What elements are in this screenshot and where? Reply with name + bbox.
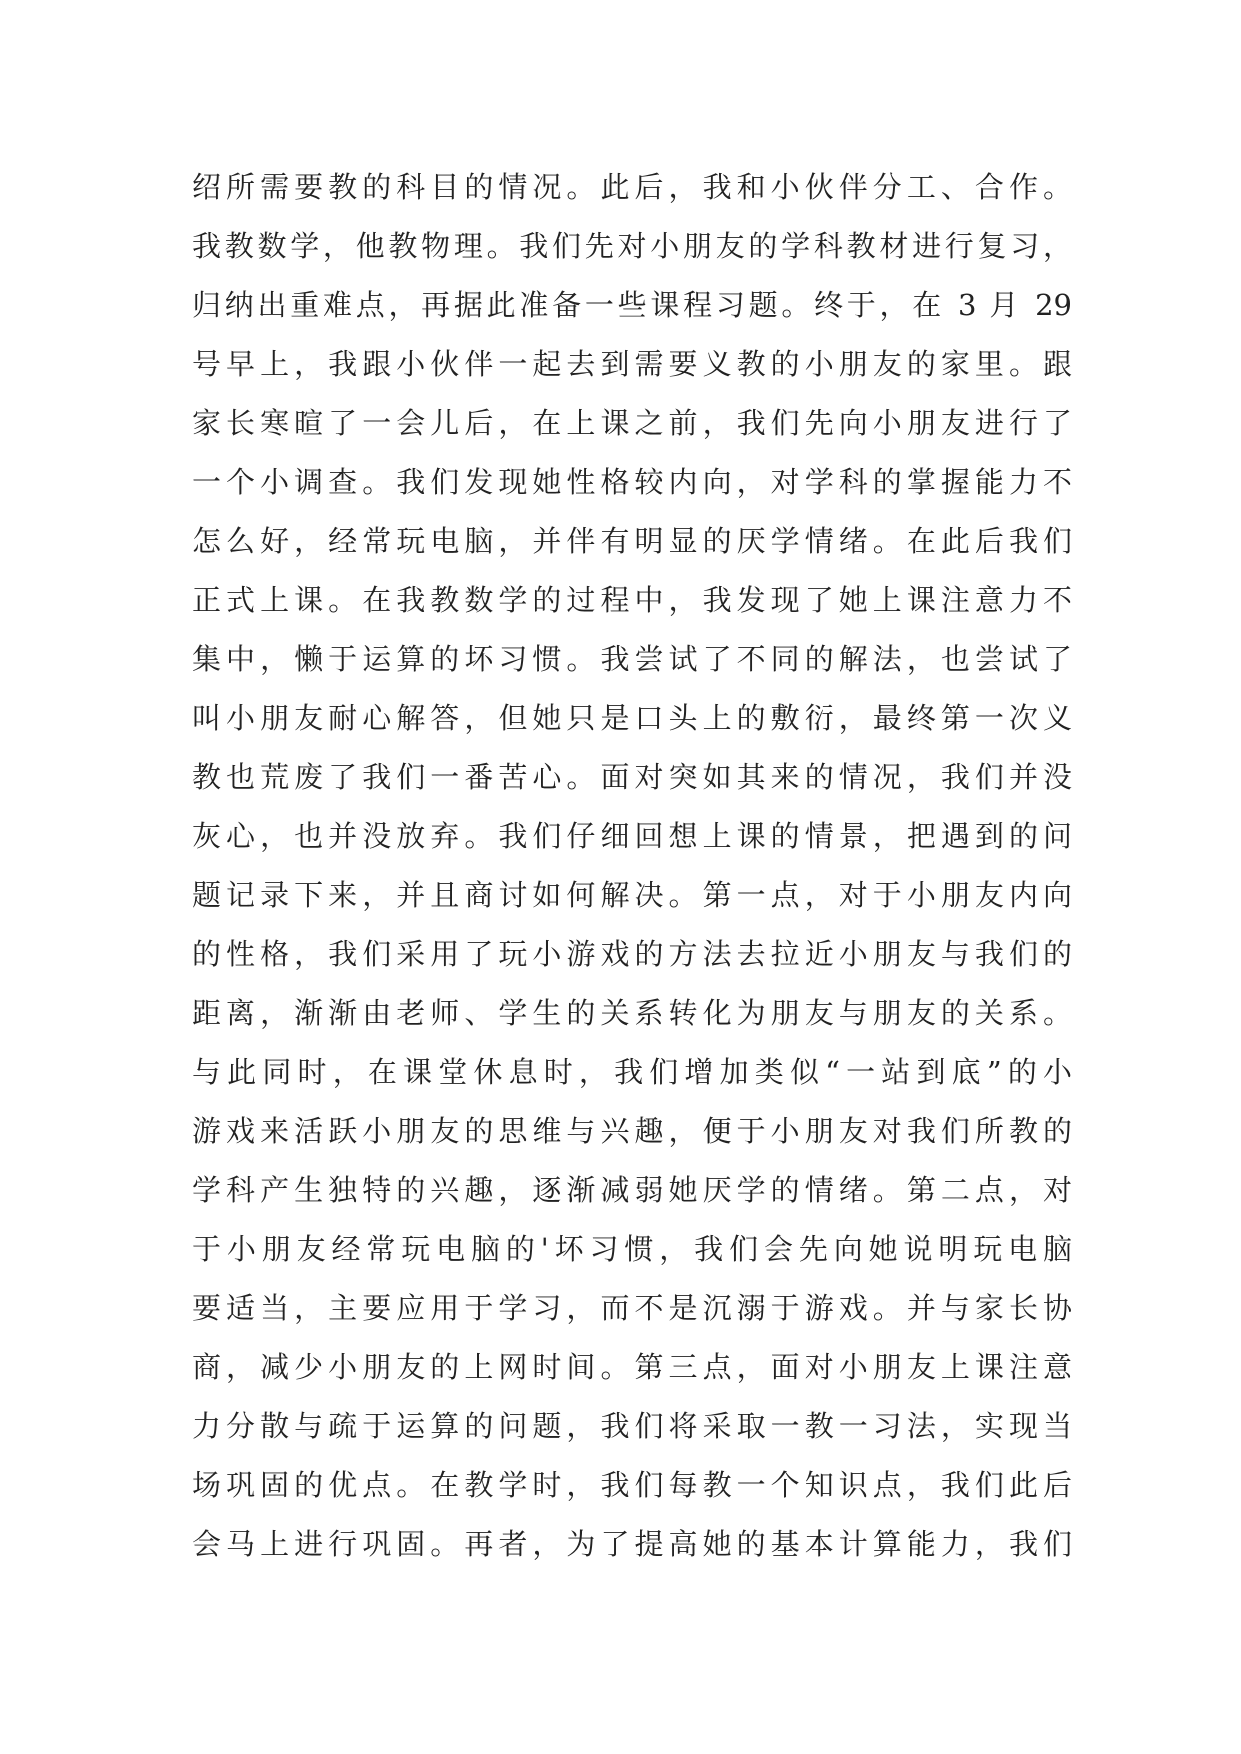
body-text [192,158,1072,1574]
text-line: 灰心，也并没放弃。我们仔细回想上课的情景，把遇到的问 [192,819,1072,853]
text-line: 一个小调查。我们发现她性格较内向，对学科的掌握能力不 [192,465,1072,499]
text-line: 力分散与疏于运算的问题，我们将采取一教一习法，实现当 [192,1409,1072,1443]
text-line: 场巩固的优点。在教学时，我们每教一个知识点，我们此后 [192,1468,1072,1502]
text-line: 我教数学，他教物理。我们先对小朋友的学科教材进行复习， [192,229,1072,263]
text-line: 怎么好，经常玩电脑，并伴有明显的厌学情绪。在此后我们 [192,524,1072,558]
text-line: 归纳出重难点，再据此准备一些课程习题。终于，在 3 月 29 [192,288,1072,322]
text-line: 于小朋友经常玩电脑的'坏习惯，我们会先向她说明玩电脑 [192,1232,1072,1266]
text-line: 游戏来活跃小朋友的思维与兴趣，便于小朋友对我们所教的 [192,1114,1072,1148]
text-line: 题记录下来，并且商讨如何解决。第一点，对于小朋友内向 [192,878,1072,912]
text-line: 与此同时，在课堂休息时，我们增加类似“一站到底”的小 [192,1055,1072,1089]
text-line: 要适当，主要应用于学习，而不是沉溺于游戏。并与家长协 [192,1291,1072,1325]
text-line: 集中，懒于运算的坏习惯。我尝试了不同的解法，也尝试了 [192,642,1072,676]
text-line: 号早上，我跟小伙伴一起去到需要义教的小朋友的家里。跟 [192,347,1072,381]
text-line: 学科产生独特的兴趣，逐渐减弱她厌学的情绪。第二点，对 [192,1173,1072,1207]
text-line: 会马上进行巩固。再者，为了提高她的基本计算能力，我们 [192,1527,1072,1561]
text-line: 绍所需要教的科目的情况。此后，我和小伙伴分工、合作。 [192,170,1072,204]
text-line: 家长寒暄了一会儿后，在上课之前，我们先向小朋友进行了 [192,406,1072,440]
text-line: 商，减少小朋友的上网时间。第三点，面对小朋友上课注意 [192,1350,1072,1384]
text-line: 距离，渐渐由老师、学生的关系转化为朋友与朋友的关系。 [192,996,1072,1030]
text-line: 叫小朋友耐心解答，但她只是口头上的敷衍，最终第一次义 [192,701,1072,735]
text-line: 的性格，我们采用了玩小游戏的方法去拉近小朋友与我们的 [192,937,1072,971]
text-line: 教也荒废了我们一番苦心。面对突如其来的情况，我们并没 [192,760,1072,794]
text-line: 正式上课。在我教数学的过程中，我发现了她上课注意力不 [192,583,1072,617]
